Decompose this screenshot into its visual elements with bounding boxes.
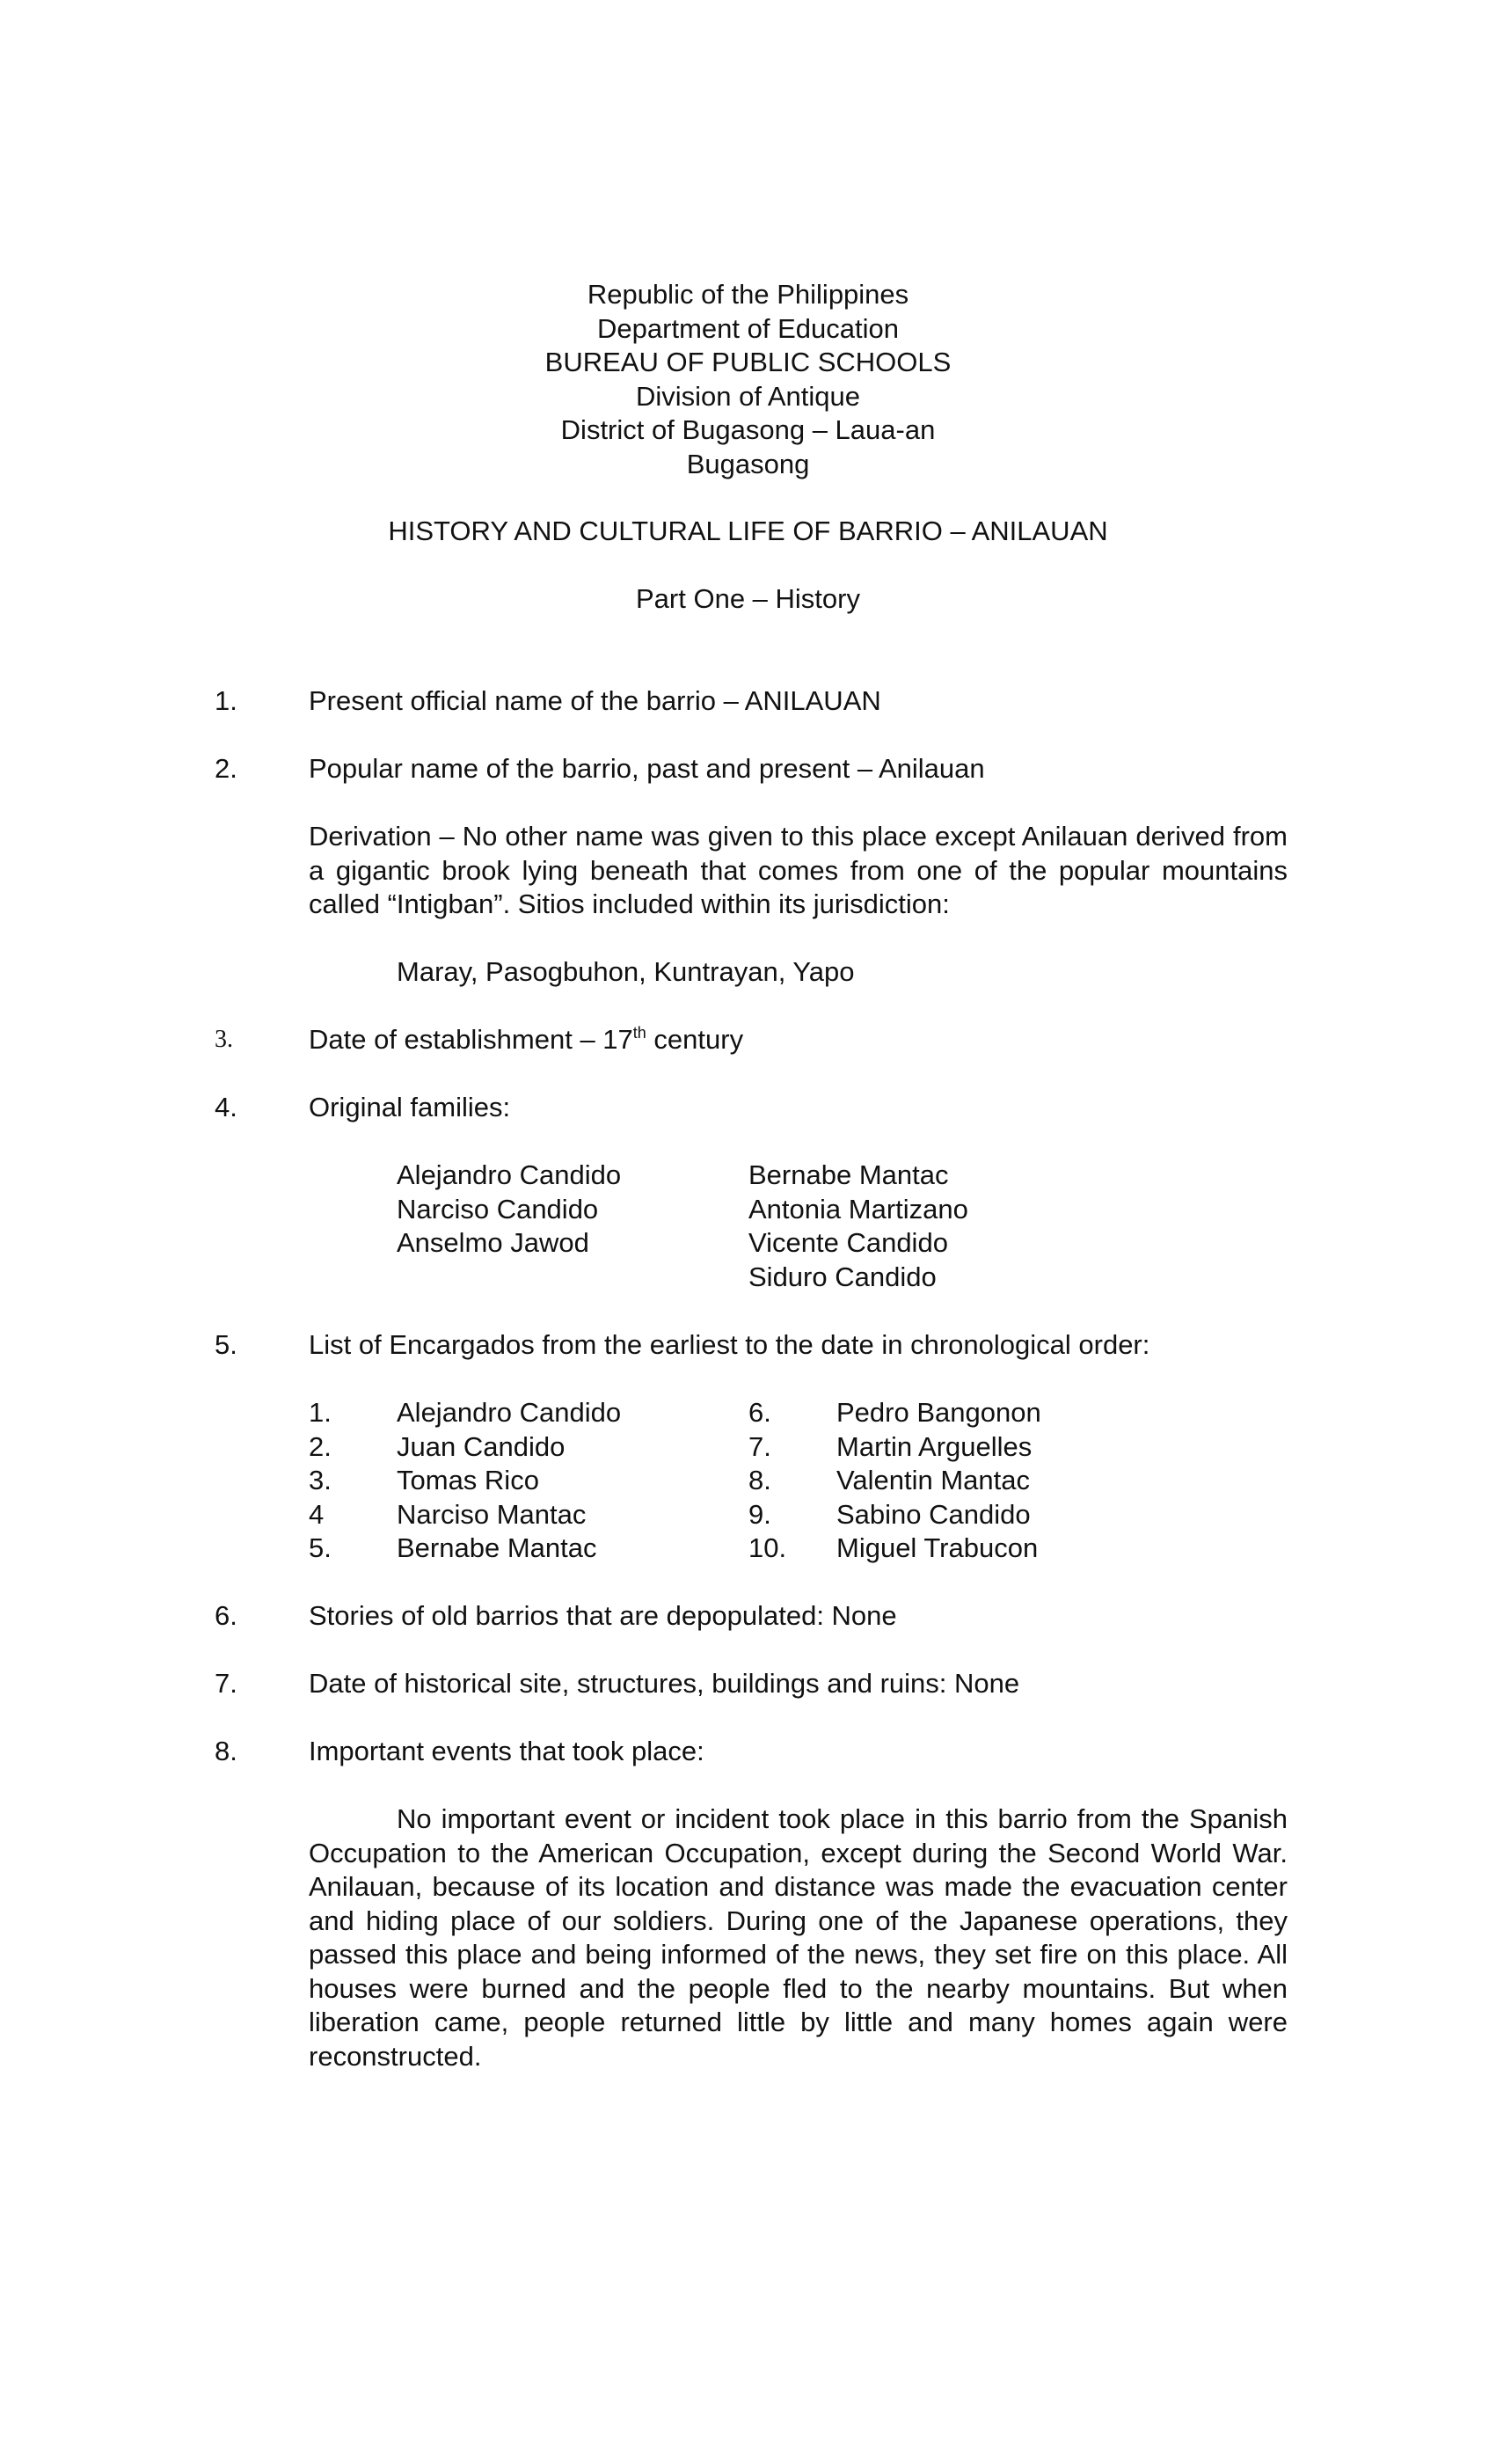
encargado-number: 8. [748,1465,771,1495]
item-number: 1. [215,685,237,716]
family-name: Anselmo Jawod [397,1227,589,1258]
encargados-numbers-1 [309,1396,332,1566]
family-name: Antonia Martizano [748,1193,968,1225]
encargado-name: Martin Arguelles [836,1430,1033,1462]
encargado-number: 4 [309,1498,325,1530]
original-families-column-2 [748,1159,968,1294]
family-name: Narciso Candido [397,1193,599,1225]
encargado-number: 1. [309,1397,332,1428]
encargados-names-1 [397,1396,621,1566]
item-text [309,1023,1288,1057]
family-name: Bernabe Mantac [748,1159,949,1190]
family-name: Vicente Candido [748,1227,948,1258]
encargado-number: 3. [309,1465,332,1495]
item-text: Present official name of the barrio – ANILAUAN [309,685,881,716]
encargado-name: Valentin Mantac [836,1465,1030,1495]
encargado-name: Juan Candido [397,1430,566,1462]
letterhead [0,278,1496,481]
encargado-name: Alejandro Candido [397,1397,622,1428]
item-number: 4. [215,1092,237,1122]
encargado-number: 2. [309,1430,332,1462]
encargado-number: 6. [748,1397,771,1428]
establishment-text: Date of establishment – 17 [309,1024,633,1055]
encargado-number: 5. [309,1532,332,1563]
part-heading: Part One – History [636,583,860,614]
encargado-name: Narciso Mantac [397,1498,587,1530]
header-line-division: Division of Antique [635,380,861,412]
item-number: 5. [215,1329,237,1360]
item-number: 3. [215,1026,233,1053]
encargado-name: Sabino Candido [836,1498,1031,1530]
item-text: Popular name of the barrio, past and present – Anilauan [309,753,985,784]
header-line-republic: Republic of the Philippines [587,279,909,310]
encargado-number: 10. [748,1532,787,1563]
document-title: HISTORY AND CULTURAL LIFE OF BARRIO – ANILAUAN [388,515,1108,546]
header-line-bureau: BUREAU OF PUBLIC SCHOOLS [544,347,952,377]
establishment-text-end: century [646,1024,744,1055]
family-name: Siduro Candido [748,1261,937,1292]
ordinal-suffix: th [632,1024,646,1042]
header-line-town: Bugasong [686,448,810,479]
item-text: Date of historical site, structures, buildings and ruins: None [309,1668,1020,1699]
encargado-number: 7. [748,1430,771,1462]
header-line-district: District of Bugasong – Laua-an [560,414,936,445]
encargado-number: 9. [748,1498,771,1530]
derivation-paragraph: Derivation – No other name was given to this place except Anilauan derived from a gigantic brook lying beneath that comes from one of the popular mountains called “Intigban”. Sitios included within its jurisdiction: [309,821,1288,919]
important-events-paragraph: No important event or incident took place in this barrio from the Spanish Occupation to the American Occupation, except during the Second World War. Anilauan, because of its location and distance was made the evacuation center and hiding place of our soldiers. During one of the Japanese operations, they passed this place and being informed of the news, they set fire on this place. All houses were burned and the people fled to the nearby mountains. But when liberation came, people returned little by little and many homes again were reconstructed. [309,1803,1288,2072]
encargado-name: Bernabe Mantac [397,1532,597,1563]
sitios-list: Maray, Pasogbuhon, Kuntrayan, Yapo [397,956,855,987]
item-text: Important events that took place: [309,1736,704,1766]
encargados-names-2 [836,1396,1041,1566]
item-text: Original families: [309,1092,511,1122]
encargado-name: Tomas Rico [397,1465,539,1495]
item-text: Stories of old barrios that are depopulated: None [309,1600,897,1631]
header-line-department: Department of Education [597,312,899,344]
encargado-name: Miguel Trabucon [836,1532,1039,1563]
encargado-name: Pedro Bangonon [836,1397,1041,1428]
item-text: List of Encargados from the earliest to the date in chronological order: [309,1329,1150,1360]
encargados-numbers-2 [748,1396,786,1566]
item-number: 2. [215,753,237,784]
item-number: 7. [215,1668,237,1699]
family-name: Alejandro Candido [397,1159,622,1190]
item-number: 6. [215,1600,237,1631]
original-families-column-1 [397,1159,621,1261]
item-number: 8. [215,1736,237,1766]
